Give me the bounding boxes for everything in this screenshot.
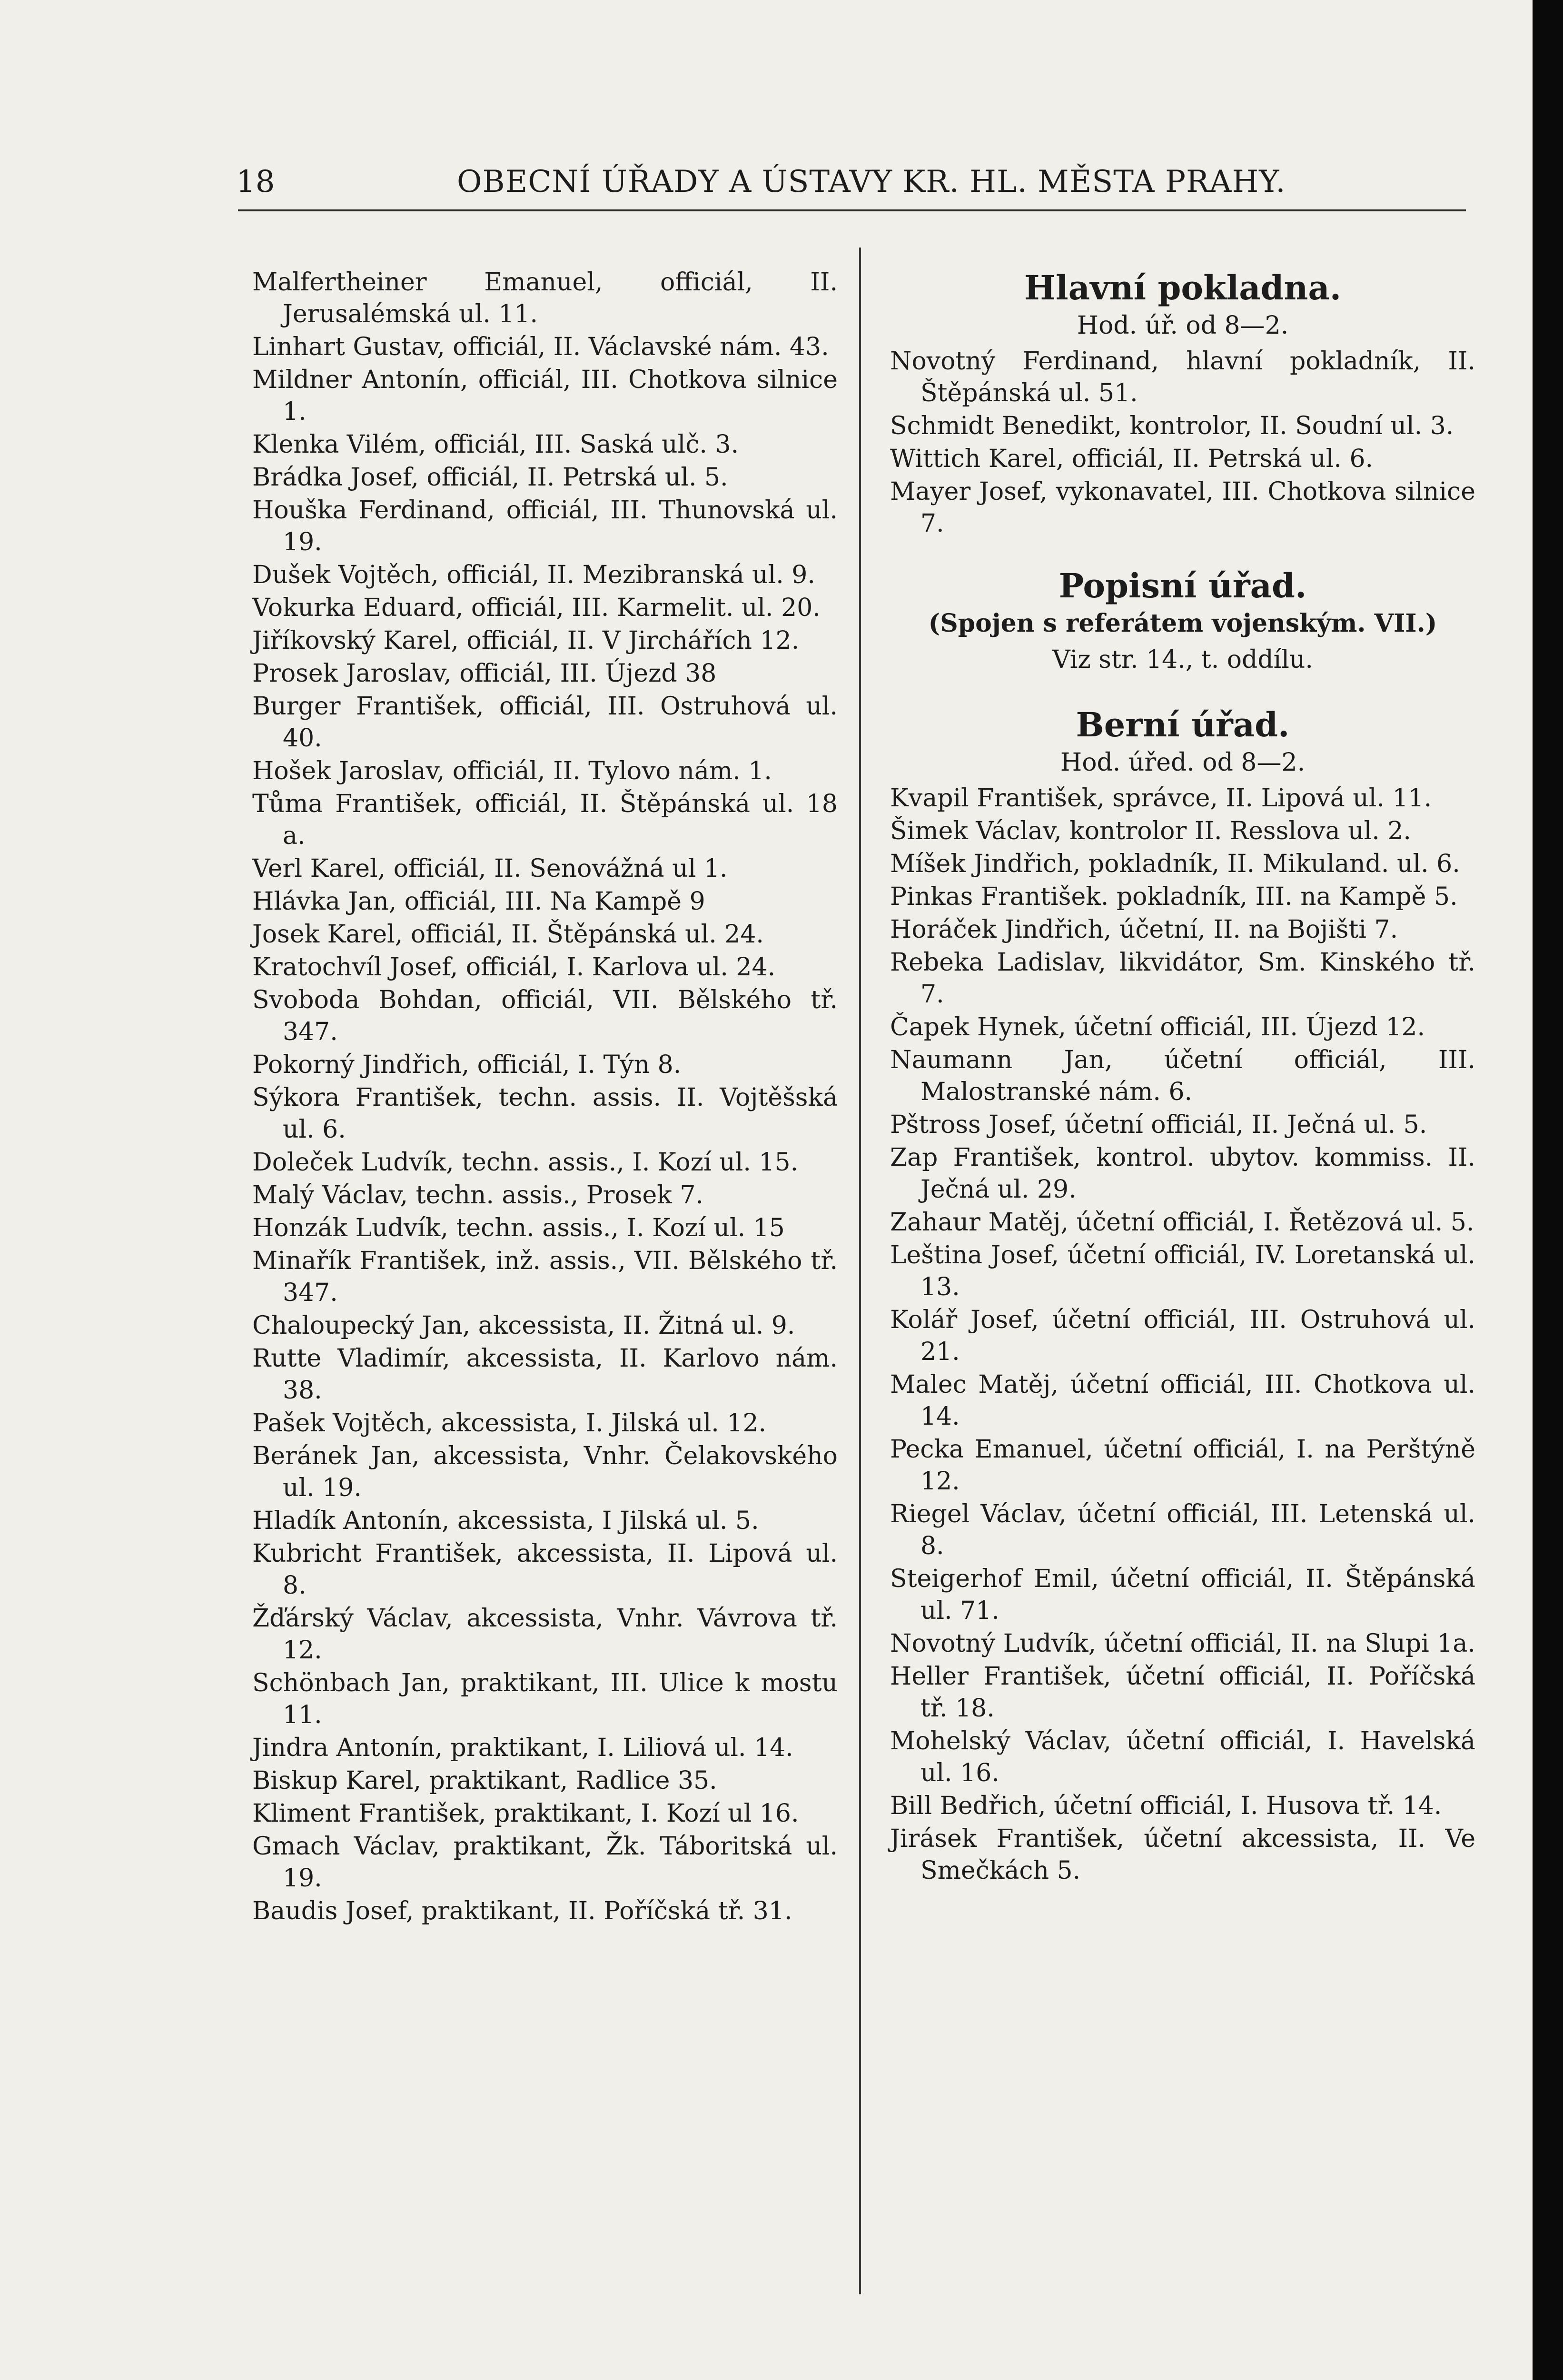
directory-entry: Wittich Karel, officiál, II. Petrská ul. 6. bbox=[890, 445, 1374, 473]
directory-entry: Beránek Jan, akcessista, Vnhr. Čelakovského ul. 19. bbox=[252, 1442, 838, 1502]
directory-entry: Houška Ferdinand, officiál, III. Thunovská ul. 19. bbox=[252, 496, 838, 556]
section-title: Berní úřad. bbox=[1076, 705, 1290, 744]
directory-entry: Heller František, účetní officiál, II. Poříčská tř. 18. bbox=[890, 1662, 1475, 1723]
entry-list bbox=[890, 346, 1475, 540]
directory-entry: Riegel Václav, účetní officiál, III. Letenská ul. 8. bbox=[890, 1500, 1475, 1560]
directory-entry: Mildner Antonín, officiál, III. Chotkova silnice 1. bbox=[252, 366, 838, 426]
directory-entry: Kvapil František, správce, II. Lipová ul. 11. bbox=[890, 784, 1432, 813]
directory-entry: Pštross Josef, účetní officiál, II. Ječná ul. 5. bbox=[890, 1111, 1427, 1139]
directory-entry: Sýkora František, techn. assis. II. Vojtěšská ul. 6. bbox=[252, 1083, 838, 1144]
directory-entry: Steigerhof Emil, účetní officiál, II. Štěpánská ul. 71. bbox=[890, 1565, 1475, 1625]
directory-entry: Vokurka Eduard, officiál, III. Karmelit. ul. 20. bbox=[252, 594, 821, 622]
directory-entry: Chaloupecký Jan, akcessista, II. Žitná ul. 9. bbox=[252, 1311, 795, 1340]
directory-entry: Rutte Vladimír, akcessista, II. Karlovo nám. 38. bbox=[252, 1344, 838, 1405]
directory-entry: Čapek Hynek, účetní officiál, III. Újezd 12. bbox=[890, 1013, 1425, 1041]
directory-entry: Brádka Josef, officiál, II. Petrská ul. 5. bbox=[252, 463, 728, 492]
directory-entry: Hošek Jaroslav, officiál, II. Tylovo nám. 1. bbox=[252, 757, 772, 785]
directory-entry: Svoboda Bohdan, officiál, VII. Bělského tř. 347. bbox=[252, 986, 838, 1046]
directory-entry: Pecka Emanuel, účetní officiál, I. na Perštýně 12. bbox=[890, 1435, 1475, 1496]
directory-entry: Mohelský Václav, účetní officiál, I. Havelská ul. 16. bbox=[890, 1727, 1475, 1787]
directory-entry: Jiříkovský Karel, officiál, II. V Jirchářích 12. bbox=[252, 626, 800, 655]
directory-entry: Malfertheiner Emanuel, officiál, II. Jerusalémská ul. 11. bbox=[252, 268, 838, 328]
scan-edge bbox=[1533, 0, 1563, 2380]
directory-entry: Pinkas František. pokladník, III. na Kampě 5. bbox=[890, 883, 1458, 911]
page-header bbox=[0, 0, 1533, 214]
directory-entry: Verl Karel, officiál, II. Senovážná ul 1. bbox=[252, 854, 728, 883]
directory-entry: Novotný Ferdinand, hlavní pokladník, II. Štěpánská ul. 51. bbox=[890, 347, 1475, 407]
directory-entry: Linhart Gustav, officiál, II. Václavské nám. 43. bbox=[252, 333, 829, 361]
directory-entry: Pokorný Jindřich, officiál, I. Týn 8. bbox=[252, 1051, 682, 1079]
left-column bbox=[252, 267, 838, 1928]
directory-entry: Jindra Antonín, praktikant, I. Liliová ul. 14. bbox=[252, 1734, 793, 1762]
section-title: Popisní úřad. bbox=[1058, 566, 1307, 605]
section-subtitle: (Spojen s referátem vojenským. VII.) bbox=[928, 609, 1437, 638]
running-title: OBECNÍ ÚŘADY A ÚSTAVY KR. HL. MĚSTA PRAHY. bbox=[457, 164, 1286, 199]
entry-list bbox=[890, 783, 1475, 1887]
directory-entry: Kubricht František, akcessista, II. Lipová ul. 8. bbox=[252, 1539, 838, 1600]
directory-entry: Schmidt Benedikt, kontrolor, II. Soudní ul. 3. bbox=[890, 412, 1454, 440]
directory-entry: Baudis Josef, praktikant, II. Poříčská tř. 31. bbox=[252, 1897, 792, 1925]
directory-entry: Honzák Ludvík, techn. assis., I. Kozí ul. 15 bbox=[252, 1214, 785, 1242]
directory-entry: Kolář Josef, účetní officiál, III. Ostruhová ul. 21. bbox=[890, 1306, 1475, 1366]
directory-entry: Schönbach Jan, praktikant, III. Ulice k mostu 11. bbox=[252, 1669, 838, 1729]
cross-reference: Viz str. 14., t. oddílu. bbox=[1052, 645, 1313, 674]
directory-entry: Malý Václav, techn. assis., Prosek 7. bbox=[252, 1181, 703, 1210]
directory-entry: Hlávka Jan, officiál, III. Na Kampě 9 bbox=[252, 887, 705, 916]
directory-entry: Biskup Karel, praktikant, Radlice 35. bbox=[252, 1766, 717, 1795]
directory-entry: Josek Karel, officiál, II. Štěpánská ul. 24. bbox=[252, 920, 764, 949]
page-number: 18 bbox=[236, 164, 275, 199]
directory-entry: Kliment František, praktikant, I. Kozí ul 16. bbox=[252, 1799, 799, 1828]
directory-entry: Zahaur Matěj, účetní officiál, I. Řetězová ul. 5. bbox=[890, 1208, 1474, 1237]
header-rule bbox=[238, 209, 1466, 211]
directory-entry: Kratochvíl Josef, officiál, I. Karlova ul. 24. bbox=[252, 953, 776, 982]
section-hlavni-pokladna bbox=[890, 267, 1475, 540]
directory-entry: Horáček Jindřich, účetní, II. na Bojišti 7. bbox=[890, 915, 1398, 944]
directory-entry: Šimek Václav, kontrolor II. Resslova ul. 2. bbox=[890, 817, 1411, 845]
right-column bbox=[890, 267, 1475, 1888]
directory-entry: Pašek Vojtěch, akcessista, I. Jilská ul. 12. bbox=[252, 1409, 767, 1438]
directory-entry: Tůma František, officiál, II. Štěpánská ul. 18 a. bbox=[252, 790, 838, 850]
directory-entry: Klenka Vilém, officiál, III. Saská ulč. 3. bbox=[252, 430, 739, 459]
directory-entry: Zap František, kontrol. ubytov. kommiss. II. Ječná ul. 29. bbox=[890, 1143, 1475, 1204]
directory-entry: Bill Bedřich, účetní officiál, I. Husova tř. 14. bbox=[890, 1792, 1442, 1820]
column-divider bbox=[859, 248, 861, 2294]
office-hours: Hod. úřed. od 8—2. bbox=[1060, 748, 1306, 777]
section-berni-urad bbox=[890, 704, 1475, 1887]
directory-entry: Doleček Ludvík, techn. assis., I. Kozí ul. 15. bbox=[252, 1148, 799, 1177]
directory-entry: Jirásek František, účetní akcessista, II. Ve Smečkách 5. bbox=[890, 1825, 1475, 1885]
directory-entry: Prosek Jaroslav, officiál, III. Újezd 38 bbox=[252, 659, 717, 688]
directory-entry: Rebeka Ladislav, likvidátor, Sm. Kinského tř. 7. bbox=[890, 948, 1475, 1009]
directory-entry: Gmach Václav, praktikant, Žk. Táboritská ul. 19. bbox=[252, 1832, 838, 1893]
directory-entry: Dušek Vojtěch, officiál, II. Mezibranská ul. 9. bbox=[252, 561, 815, 589]
directory-entry: Naumann Jan, účetní officiál, III. Malostranské nám. 6. bbox=[890, 1046, 1475, 1106]
directory-entry: Mayer Josef, vykonavatel, III. Chotkova silnice 7. bbox=[890, 477, 1475, 538]
section-popisni-urad bbox=[890, 565, 1475, 676]
directory-entry: Leština Josef, účetní officiál, IV. Loretanská ul. 13. bbox=[890, 1241, 1475, 1301]
directory-entry: Žďárský Václav, akcessista, Vnhr. Vávrova tř. 12. bbox=[252, 1604, 838, 1665]
office-hours: Hod. úř. od 8—2. bbox=[1077, 311, 1289, 340]
section-title: Hlavní pokladna. bbox=[1024, 268, 1342, 307]
directory-entry: Minařík František, inž. assis., VII. Bělského tř. 347. bbox=[252, 1247, 838, 1307]
directory-entry: Novotný Ludvík, účetní officiál, II. na Slupi 1a. bbox=[890, 1629, 1475, 1658]
directory-entry: Míšek Jindřich, pokladník, II. Mikuland. ul. 6. bbox=[890, 850, 1460, 878]
directory-entry: Malec Matěj, účetní officiál, III. Chotkova ul. 14. bbox=[890, 1370, 1475, 1431]
directory-entry: Hladík Antonín, akcessista, I Jilská ul. 5. bbox=[252, 1507, 759, 1535]
directory-entry: Burger František, officiál, III. Ostruhová ul. 40. bbox=[252, 692, 838, 753]
